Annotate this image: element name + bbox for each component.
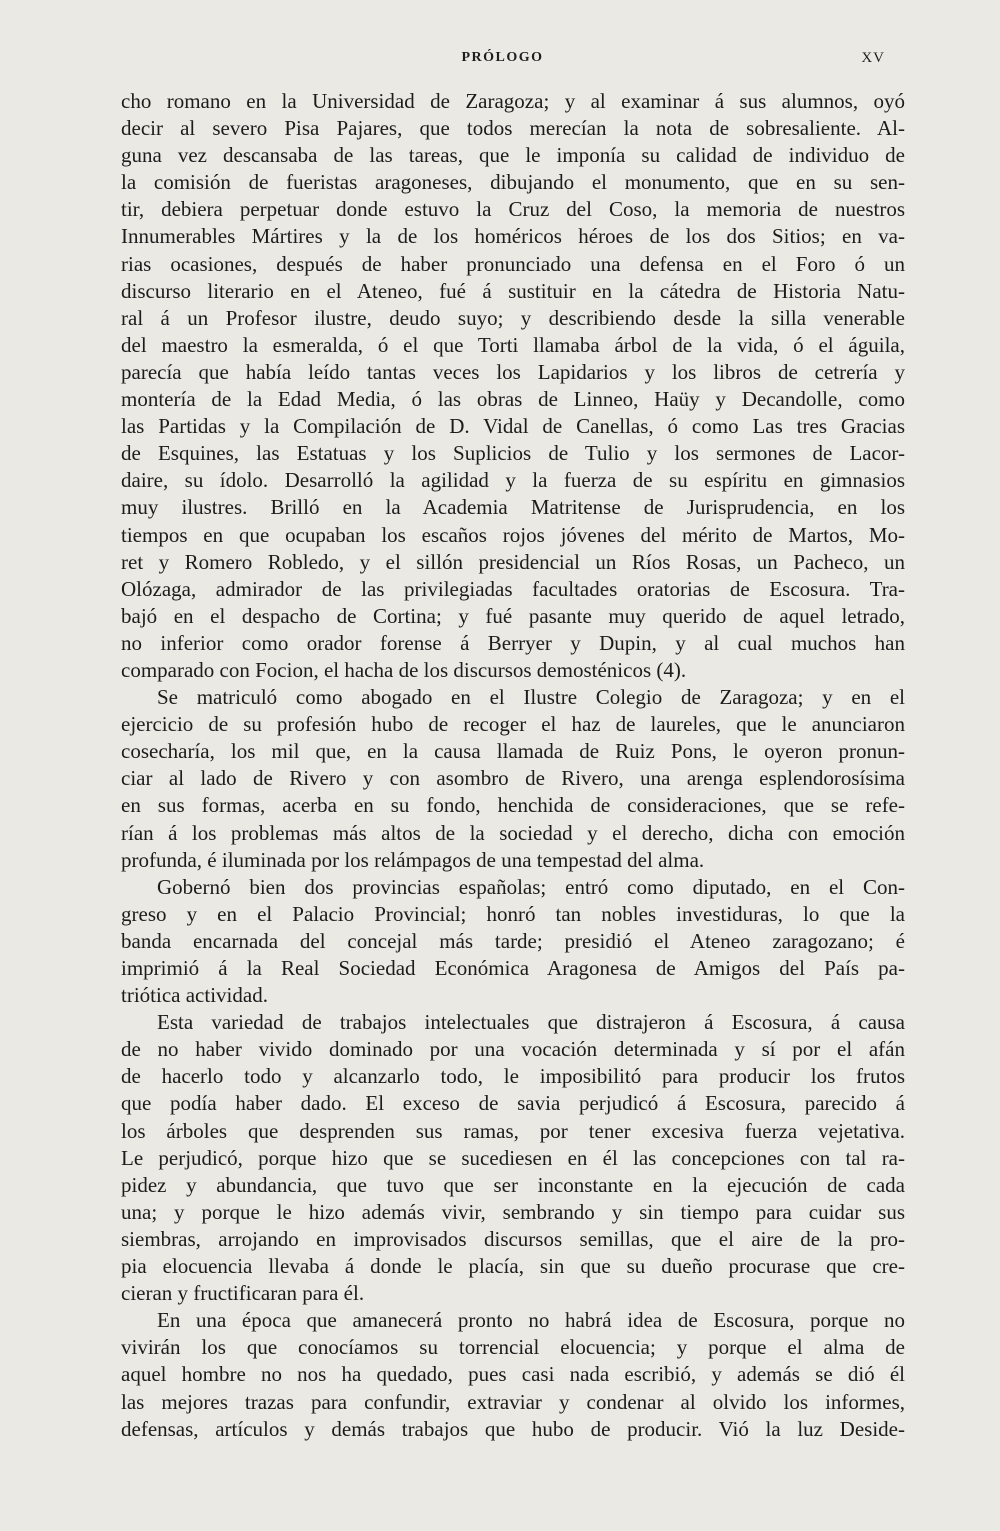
text-line: vivirán los que conocíamos su torrencial elocuencia; y porque el alma de bbox=[121, 1335, 905, 1360]
text-line: una; y porque le hizo además vivir, sembrando y sin tiempo para cuidar sus bbox=[121, 1199, 905, 1224]
text-line: de hacerlo todo y alcanzarlo todo, le imposibilitó para producir los frutos bbox=[121, 1064, 905, 1089]
text-line: profunda, é iluminada por los relámpagos de una tempestad del alma. bbox=[121, 847, 705, 872]
text-line: tiempos en que ocupaban los escaños rojos jóvenes del mérito de Martos, Mo- bbox=[121, 522, 905, 547]
text-line: defensas, artículos y demás trabajos que hubo de producir. Vió la luz Deside- bbox=[121, 1416, 905, 1441]
text-line: pia elocuencia llevaba á donde le placía, sin que su dueño procurase que cre- bbox=[121, 1254, 905, 1279]
text-line: no inferior como orador forense á Berryer y Dupin, y al cual muchos han bbox=[121, 630, 905, 655]
text-line: Innumerables Mártires y la de los homéricos héroes de los dos Sitios; en va- bbox=[121, 224, 905, 249]
text-line: de Esquines, las Estatuas y los Suplicios de Tulio y los sermones de Lacor- bbox=[121, 441, 905, 466]
text-line: Le perjudicó, porque hizo que se sucediesen en él las concepciones con tal ra- bbox=[121, 1145, 905, 1170]
text-line: triótica actividad. bbox=[121, 983, 268, 1008]
text-line: Gobernó bien dos provincias españolas; entró como diputado, en el Con- bbox=[157, 874, 905, 899]
text-line: pidez y abundancia, que tuvo que ser inconstante en la ejecución de cada bbox=[121, 1172, 905, 1197]
text-line: ret y Romero Robledo, y el sillón presidencial un Ríos Rosas, un Pacheco, un bbox=[121, 549, 905, 574]
running-title: PRÓLOGO bbox=[461, 50, 544, 65]
text-line: montería de la Edad Media, ó las obras de Linneo, Haüy y Decandolle, como bbox=[121, 387, 905, 412]
text-line: que podía haber dado. El exceso de savia perjudicó á Escosura, parecido á bbox=[121, 1091, 905, 1116]
text-line: Esta variedad de trabajos intelectuales que distrajeron á Escosura, á causa bbox=[157, 1010, 905, 1035]
text-line: guna vez descansaba de las tareas, que le imponía su calidad de individuo de bbox=[121, 143, 905, 168]
body-text bbox=[121, 88, 905, 1443]
text-line: discurso literario en el Ateneo, fué á sustituir en la cátedra de Historia Natu- bbox=[121, 278, 905, 303]
text-line: tir, debiera perpetuar donde estuvo la Cruz del Coso, la memoria de nuestros bbox=[121, 197, 905, 222]
text-line: las Partidas y la Compilación de D. Vidal de Canellas, ó como Las tres Gracias bbox=[121, 414, 905, 439]
text-line: la comisión de fueristas aragoneses, dibujando el monumento, que en su sen- bbox=[121, 170, 905, 195]
text-line: cho romano en la Universidad de Zaragoza; y al examinar á sus alumnos, oyó bbox=[121, 89, 905, 113]
text-line: los árboles que desprenden sus ramas, por tener excesiva fuerza vejetativa. bbox=[121, 1118, 905, 1143]
text-line: bajó en el despacho de Cortina; y fué pasante muy querido de aquel letrado, bbox=[121, 603, 905, 628]
text-line: comparado con Focion, el hacha de los discursos demosténicos (4). bbox=[121, 657, 687, 682]
text-line: imprimió á la Real Sociedad Económica Aragonesa de Amigos del País pa- bbox=[121, 956, 905, 980]
text-line: muy ilustres. Brilló en la Academia Matritense de Jurisprudencia, en los bbox=[121, 495, 905, 520]
text-line: greso y en el Palacio Provincial; honró tan nobles investiduras, lo que la bbox=[121, 901, 905, 926]
page-number: XV bbox=[861, 50, 885, 66]
text-line: ejercicio de su profesión hubo de recoger el haz de laureles, que le anunciaron bbox=[121, 712, 905, 737]
text-line: ciar al lado de Rivero y con asombro de Rivero, una arenga esplendorosísima bbox=[121, 766, 905, 791]
text-line: aquel hombre no nos ha quedado, pues casi nada escribió, y además se dió él bbox=[121, 1362, 905, 1387]
text-line: ral á un Profesor ilustre, deudo suyo; y describiendo desde la silla venerable bbox=[121, 305, 905, 330]
running-head bbox=[120, 50, 885, 72]
text-line: rias ocasiones, después de haber pronunciado una defensa en el Foro ó un bbox=[121, 251, 905, 276]
text-line: del maestro la esmeralda, ó el que Torti llamaba árbol de la vida, ó el águila, bbox=[121, 332, 905, 357]
text-line: cosecharía, los mil que, en la causa llamada de Ruiz Pons, le oyeron pronun- bbox=[121, 739, 905, 764]
text-line: cieran y fructificaran para él. bbox=[121, 1281, 365, 1306]
text-line: de no haber vivido dominado por una vocación determinada y sí por el afán bbox=[121, 1037, 905, 1062]
text-line: En una época que amanecerá pronto no habrá idea de Escosura, porque no bbox=[157, 1308, 905, 1333]
text-line: decir al severo Pisa Pajares, que todos merecían la nota de sobresaliente. Al- bbox=[121, 116, 905, 141]
text-line: siembras, arrojando en improvisados discursos semillas, que el aire de la pro- bbox=[121, 1226, 905, 1251]
text-line: daire, su ídolo. Desarrolló la agilidad y la fuerza de su espíritu en gimnasios bbox=[121, 468, 905, 493]
text-line: Olózaga, admirador de las privilegiadas facultades oratorias de Escosura. Tra- bbox=[121, 576, 905, 601]
text-line: las mejores trazas para confundir, extraviar y condenar al olvido los informes, bbox=[121, 1389, 905, 1414]
text-line: parecía que había leído tantas veces los Lapidarios y los libros de cetrería y bbox=[121, 359, 905, 384]
text-line: Se matriculó como abogado en el Ilustre Colegio de Zaragoza; y en el bbox=[157, 685, 905, 710]
text-line: en sus formas, acerba en su fondo, henchida de consideraciones, que se refe- bbox=[121, 793, 905, 818]
text-line: rían á los problemas más altos de la sociedad y el derecho, dicha con emoción bbox=[121, 820, 905, 845]
text-line: banda encarnada del concejal más tarde; presidió el Ateneo zaragozano; é bbox=[121, 928, 905, 953]
